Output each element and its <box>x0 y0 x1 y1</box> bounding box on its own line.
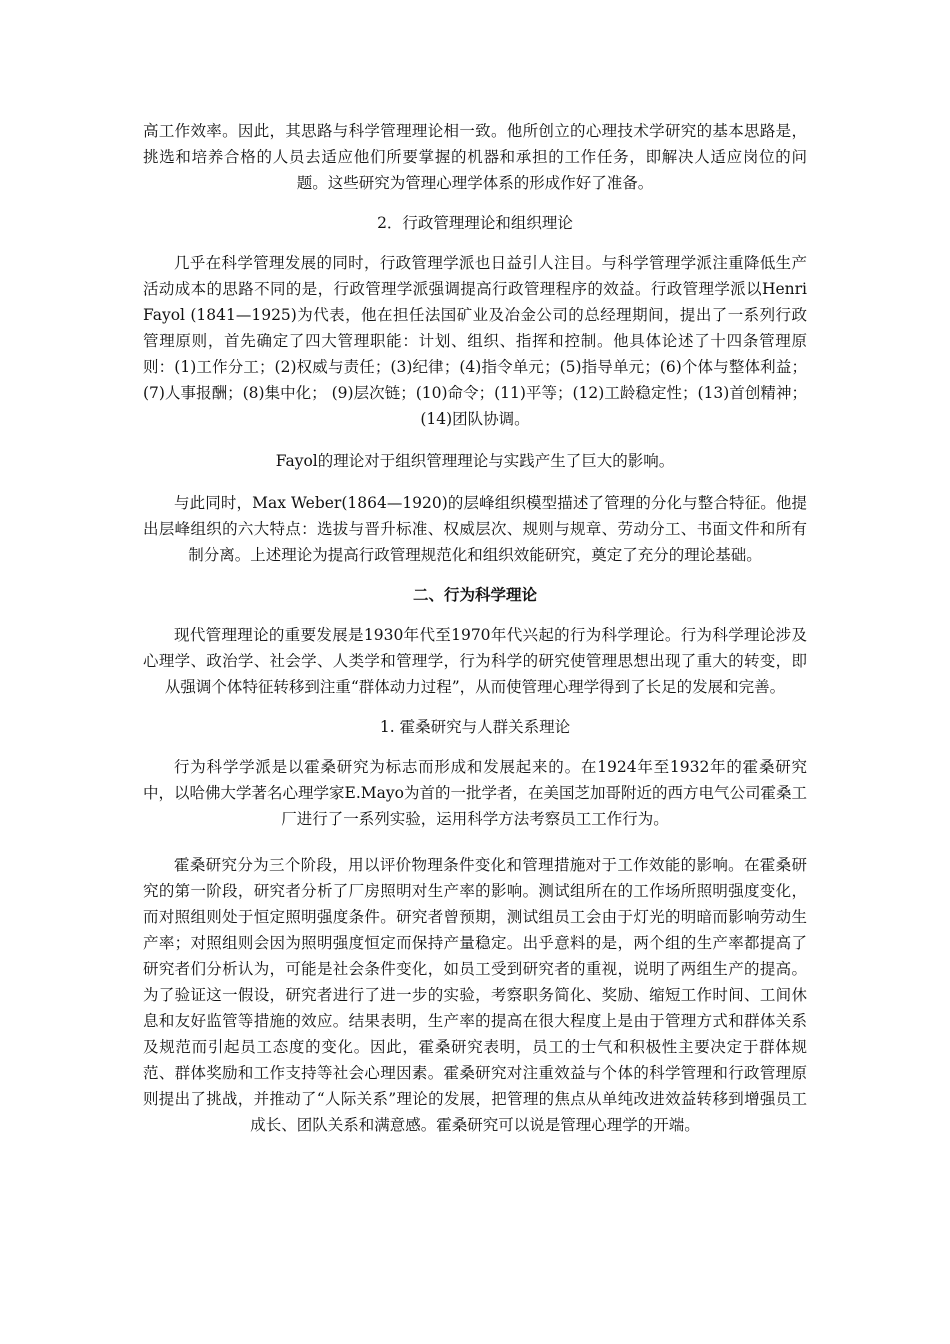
paragraph-fayol-influence: Fayol的理论对于组织管理理论与实践产生了巨大的影响。 <box>275 452 675 470</box>
spacer <box>143 236 807 250</box>
spacer <box>143 432 807 448</box>
paragraph-fayol-principles: 几乎在科学管理发展的同时，行政管理学派也日益引人注目。与科学管理学派注重降低生产活动成本的思路不同的是，行政管理学派强调提高行政管理程序的效益。行政管理学派以Henri Fayol (1841—1925)为代表，他在担任法国矿业及冶金公司的总经理期间，提出了一系列行政管理原则，首先确定了四大管理职能：计划、组织、指挥和控制。他具体论述了十四条管理原则：(1)工作分工；(2)权威与责任；(3)纪律；(4)指令单元；(5)指导单元；(6)个体与整体利益；(7)人事报酬；(8)集中化； (9)层次链；(10)命令；(11)平等；(12)工龄稳定性；(13)首创精神； (14)团队协调。 <box>143 254 807 428</box>
document-page <box>143 118 807 1138</box>
subheading-hawthorne-studies: 1. 霍桑研究与人群关系理论 <box>379 718 571 736</box>
spacer <box>143 608 807 622</box>
spacer <box>143 740 807 754</box>
paragraph-behavioral-science-intro: 现代管理理论的重要发展是1930年代至1970年代兴起的行为科学理论。行为科学理论涉及心理学、政治学、社会学、人类学和管理学，行为科学的研究使管理思想出现了重大的转变，即从强调个体特征转移到注重“群体动力过程”，从而使管理心理学得到了长足的发展和完善。 <box>143 626 807 696</box>
paragraph-hawthorne-origin: 行为科学学派是以霍桑研究为标志而形成和发展起来的。在1924年至1932年的霍桑研究中，以哈佛大学著名心理学家E.Mayo为首的一批学者，在美国芝加哥附近的西方电气公司霍桑工厂进行了一系列实验，运用科学方法考察员工工作行为。 <box>143 758 807 828</box>
spacer <box>143 568 807 582</box>
subheading-administrative-theory: 2．行政管理理论和组织理论 <box>377 214 573 232</box>
spacer <box>143 832 807 852</box>
paragraph-psychotechnics-conclusion: 高工作效率。因此，其思路与科学管理理论相一致。他所创立的心理技术学研究的基本思路是，挑选和培养合格的人员去适应他们所要掌握的机器和承担的工作任务，即解决人适应岗位的问题。这些研究为管理心理学体系的形成作好了准备。 <box>143 122 807 192</box>
paragraph-weber-bureaucracy: 与此同时，Max Weber(1864—1920)的层峰组织模型描述了管理的分化与整合特征。他提出层峰组织的六大特点：选拔与晋升标准、权威层次、规则与规章、劳动分工、书面文件和所有制分离。上述理论为提高行政管理规范化和组织效能研究，奠定了充分的理论基础。 <box>143 494 807 564</box>
section-heading-behavioral-science: 二、行为科学理论 <box>412 585 537 604</box>
spacer <box>143 700 807 714</box>
paragraph-hawthorne-phases: 霍桑研究分为三个阶段，用以评价物理条件变化和管理措施对于工作效能的影响。在霍桑研究的第一阶段，研究者分析了厂房照明对生产率的影响。测试组所在的工作场所照明强度变化，而对照组则处于恒定照明强度条件。研究者曾预期，测试组员工会由于灯光的明暗而影响劳动生产率；对照组则会因为照明强度恒定而保持产量稳定。出乎意料的是，两个组的生产率都提高了 研究者们分析认为，可能是社会条件变化，如员工受到研究者的重视，说明了两组生产的提高。为了验证这一假设，研究者进行了进一步的实验，考察职务简化、奖励、缩短工作时间、工间休息和友好监管等措施的效应。结果表明，生产率的提高在很大程度上是由于管理方式和群体关系及规范而引起员工态度的变化。因此，霍桑研究表明，员工的士气和积极性主要决定于群体规范、群体奖励和工作支持等社会心理因素。霍桑研究对注重效益与个体的科学管理和行政管理原则提出了挑战，并推动了“人际关系”理论的发展，把管理的焦点从单纯改进效益转移到增强员工成长、团队关系和满意感。霍桑研究可以说是管理心理学的开端。 <box>143 856 807 1134</box>
spacer <box>143 196 807 210</box>
spacer <box>143 474 807 490</box>
